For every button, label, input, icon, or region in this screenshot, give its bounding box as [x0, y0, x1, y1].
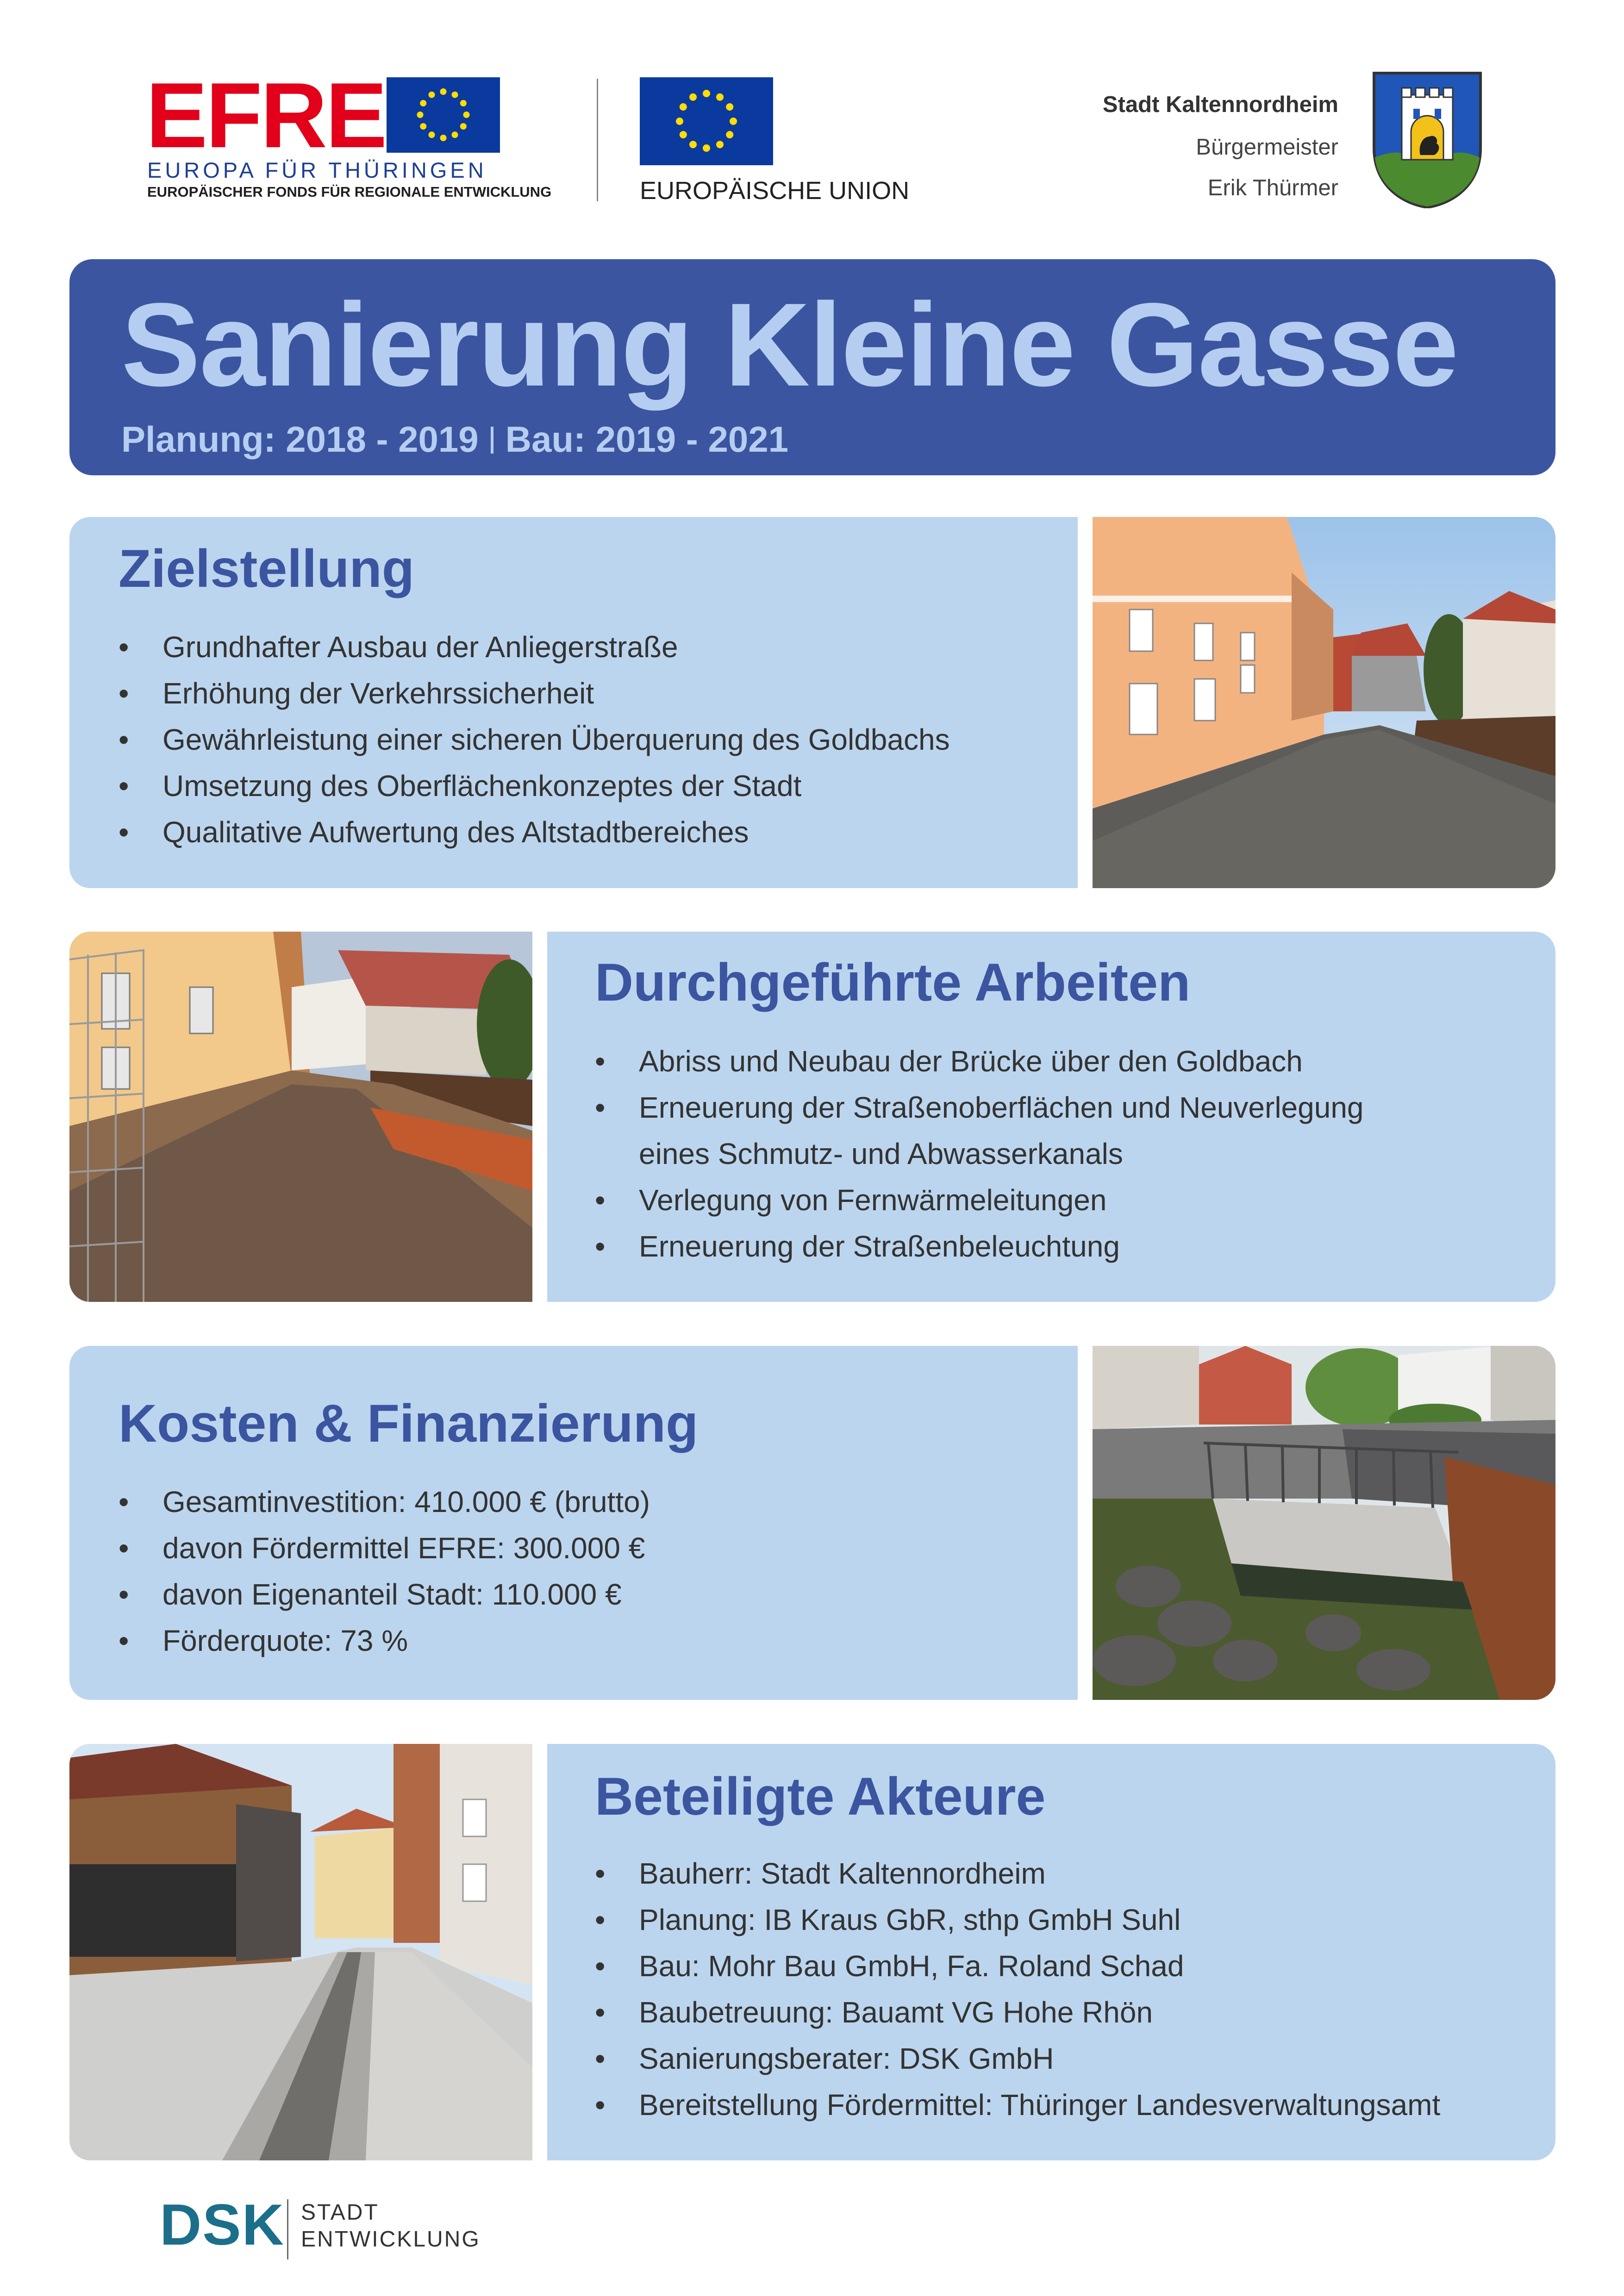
- eu-stars-icon: [387, 77, 500, 153]
- list-item: • Verlegung von Fernwärmeleitungen: [595, 1177, 1364, 1223]
- list-item: • Planung: IB Kraus GbR, sthp GmbH Suhl: [595, 1897, 1440, 1943]
- city-name: Stadt Kaltennordheim: [1102, 92, 1338, 117]
- actors-list: [595, 1850, 1440, 2128]
- list-item: • Grundhafter Ausbau der Anliegerstraße: [119, 624, 950, 670]
- dsk-tagline-line2: ENTWICKLUNG: [301, 2227, 481, 2252]
- list-item: • Sanierungsberater: DSK GmbH: [595, 2035, 1440, 2082]
- dsk-logo: DSK: [160, 2193, 285, 2257]
- list-item: • Umsetzung des Oberflächenkonzeptes der Stadt: [119, 763, 950, 809]
- dsk-tagline: [301, 2199, 481, 2253]
- dsk-tagline-line1: STADT: [301, 2200, 379, 2225]
- bridge-photo: [1093, 1346, 1555, 1700]
- construction-period: Bau: 2019 - 2021: [505, 419, 789, 460]
- list-item: • Abriss und Neubau der Brücke über den Goldbach: [595, 1038, 1364, 1084]
- finished-street-photo: [69, 1744, 532, 2160]
- street-photo-after: [1093, 517, 1555, 888]
- page-title: Sanierung Kleine Gasse: [121, 279, 1458, 411]
- efre-logo-word: EFRE: [146, 64, 386, 167]
- list-item: • Baubetreuung: Bauamt VG Hohe Rhön: [595, 1989, 1440, 2035]
- goals-heading: Zielstellung: [119, 539, 414, 598]
- construction-photo: [69, 932, 532, 1302]
- costs-heading: Kosten & Finanzierung: [119, 1394, 699, 1453]
- mayor-name: Erik Thürmer: [1207, 175, 1338, 200]
- goals-list: [119, 624, 950, 855]
- project-timeline: [121, 418, 788, 460]
- footer-divider: [287, 2199, 288, 2259]
- list-item: • Bereitstellung Fördermittel: Thüringer Landesverwaltungsamt: [595, 2082, 1440, 2128]
- list-item: • Qualitative Aufwertung des Altstadtbereiches: [119, 809, 950, 855]
- efre-eu-flag: [387, 77, 500, 153]
- actors-heading: Beteiligte Akteure: [595, 1767, 1046, 1826]
- list-item: • Bau: Mohr Bau GmbH, Fa. Roland Schad: [595, 1943, 1440, 1989]
- logo-divider: [597, 79, 598, 201]
- mayor-title: Bürgermeister: [1196, 135, 1338, 160]
- coat-of-arms-icon: [1369, 69, 1485, 208]
- eu-stars-icon: [640, 77, 773, 165]
- list-item: • Erhöhung der Verkehrssicherheit: [119, 670, 950, 716]
- timeline-separator: [491, 427, 493, 454]
- planning-period: Planung: 2018 - 2019: [121, 419, 479, 460]
- list-item: • Gewährleistung einer sicheren Überquerung des Goldbachs: [119, 716, 950, 763]
- efre-tagline: EUROPA FÜR THÜRINGEN: [147, 158, 487, 182]
- list-item: • davon Eigenanteil Stadt: 110.000 €: [119, 1571, 650, 1618]
- list-item: • Bauherr: Stadt Kaltennordheim: [595, 1850, 1440, 1897]
- eu-flag: [640, 77, 773, 165]
- list-item: • Gesamtinvestition: 410.000 € (brutto): [119, 1479, 650, 1525]
- list-item: • Erneuerung der Straßenoberflächen und Neuverlegung: [595, 1084, 1364, 1131]
- works-heading: Durchgeführte Arbeiten: [595, 953, 1191, 1012]
- list-item: • davon Fördermittel EFRE: 300.000 €: [119, 1525, 650, 1571]
- list-item: • Erneuerung der Straßenbeleuchtung: [595, 1223, 1364, 1269]
- eu-label: EUROPÄISCHE UNION: [640, 177, 910, 205]
- works-list: [595, 1038, 1364, 1269]
- list-item-continuation: eines Schmutz- und Abwasserkanals: [639, 1137, 1123, 1170]
- costs-list: [119, 1479, 650, 1664]
- list-item: • Förderquote: 73 %: [119, 1618, 650, 1664]
- efre-fund-name: EUROPÄISCHER FONDS FÜR REGIONALE ENTWICKLUNG: [147, 184, 552, 200]
